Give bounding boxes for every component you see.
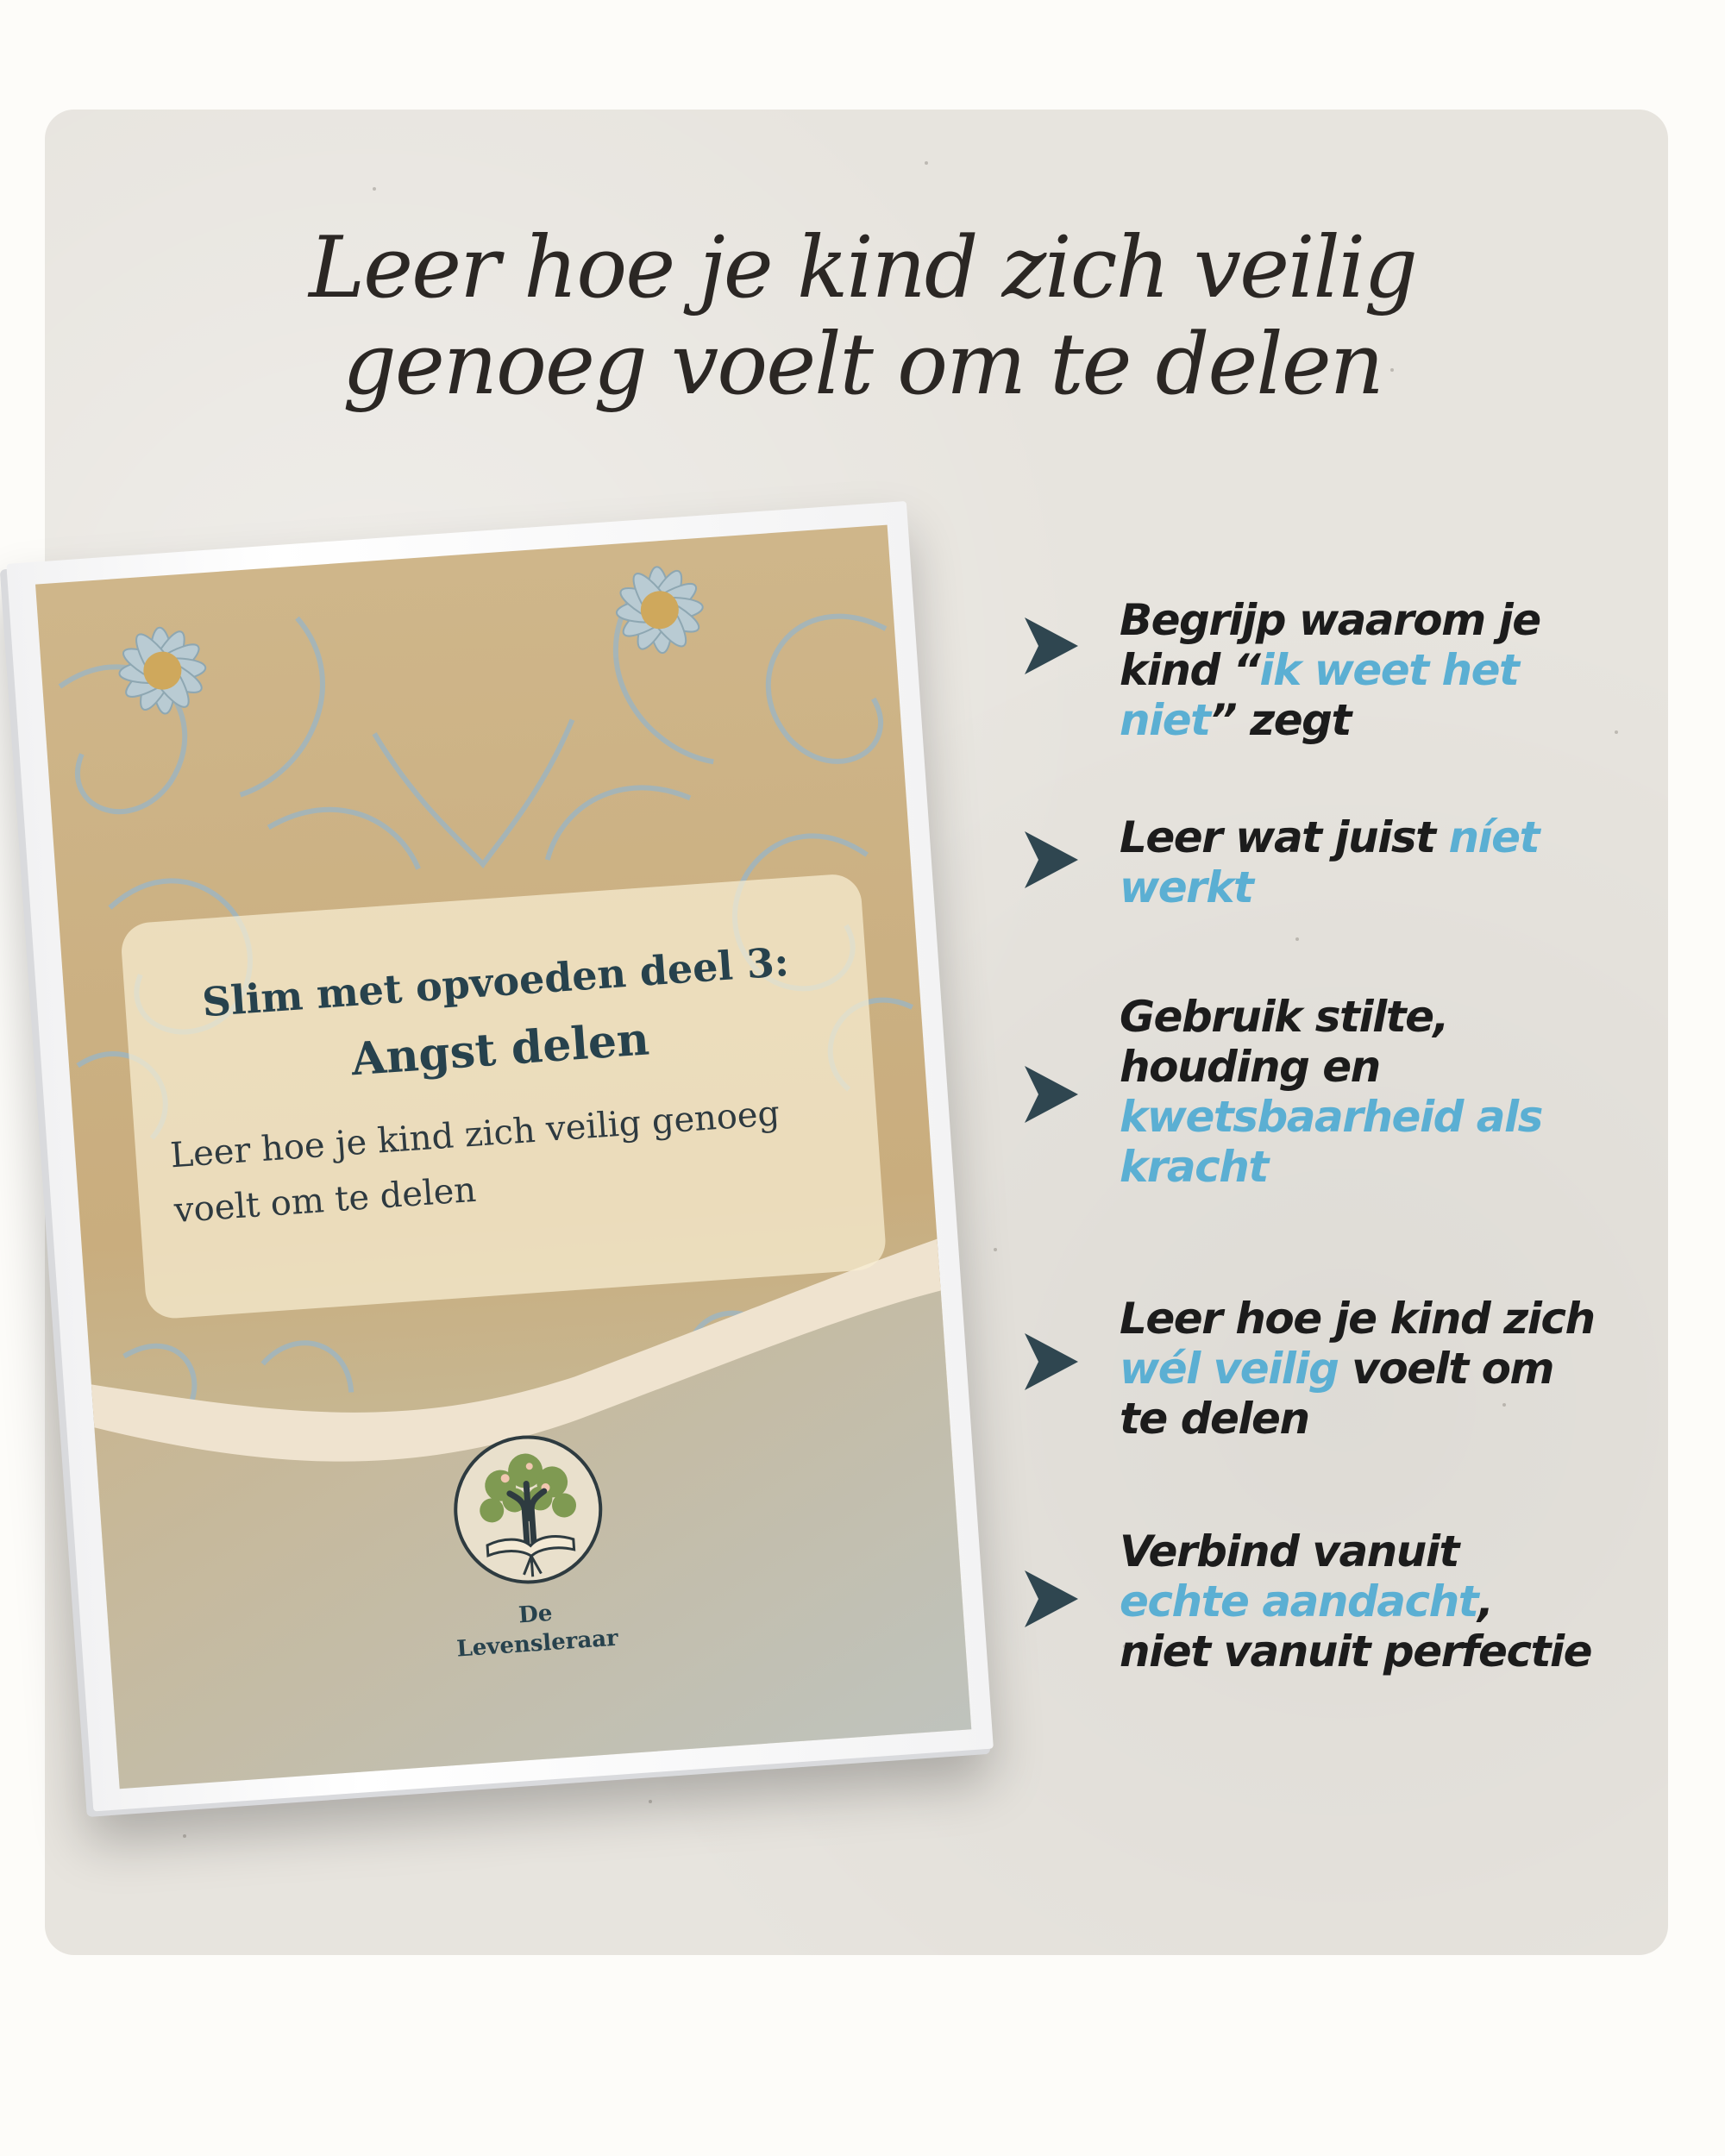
book-cover — [35, 525, 971, 1789]
chevron-right-icon — [1018, 826, 1085, 893]
benefit-5-line-3: niet vanuit perfectie — [1120, 1626, 1592, 1677]
page-headline — [0, 220, 1725, 413]
benefit-4-line-3: te delen — [1120, 1394, 1309, 1444]
benefit-3-line-1: Gebruik stilte, — [1120, 992, 1449, 1042]
cover-title-line-1: Slim met opvoeden deel 3: — [200, 937, 791, 1026]
chevron-right-icon — [1018, 1328, 1085, 1395]
benefit-3-line-2: houding en — [1120, 1042, 1380, 1092]
tree-book-logo-icon — [445, 1426, 611, 1592]
chevron-right-icon — [1018, 1565, 1085, 1633]
daisy-right-icon — [613, 564, 706, 656]
benefit-4-highlight: wél veilig — [1120, 1344, 1339, 1394]
benefit-5-line-1: Verbind vanuit — [1120, 1526, 1458, 1576]
benefit-1-line-1: Begrijp waarom je — [1120, 595, 1540, 645]
chevron-right-icon — [1018, 1061, 1085, 1128]
headline-line-1: Leer hoe je kind zich veilig — [309, 219, 1416, 317]
benefit-1-highlight: ik weet het — [1259, 645, 1519, 695]
benefit-3-highlight-2: kracht — [1120, 1142, 1268, 1192]
benefit-1-line-2a: kind “ — [1120, 645, 1260, 695]
cover-subtitle-line-1: Leer hoe je kind zich veilig genoeg — [169, 1094, 781, 1176]
benefit-5-highlight: echte aandacht — [1120, 1576, 1478, 1626]
benefit-1-highlight-2: niet — [1120, 695, 1210, 745]
benefit-4-line-1: Leer hoe je kind zich — [1120, 1294, 1595, 1344]
brand-name-line-2: Levensleraar — [455, 1625, 619, 1663]
benefit-3-highlight: kwetsbaarheid als — [1120, 1092, 1542, 1142]
benefit-5-line-2b: , — [1477, 1576, 1493, 1626]
benefit-2-highlight: níet — [1448, 812, 1539, 862]
daisy-left-icon — [116, 624, 209, 717]
benefit-2-line-1: Leer wat juist — [1120, 812, 1449, 862]
ebook-mockup — [0, 493, 1053, 1852]
benefit-1-line-3b: ” zegt — [1209, 695, 1351, 745]
headline-line-2: genoeg voelt om te delen — [342, 316, 1383, 414]
benefit-4-line-2b: voelt om — [1338, 1344, 1554, 1394]
chevron-right-icon — [1018, 612, 1085, 680]
benefit-2-highlight-2: werkt — [1120, 862, 1253, 912]
cover-subtitle-line-2: voelt om te delen — [172, 1169, 478, 1232]
brand-name-line-1: De — [518, 1600, 554, 1629]
cover-title-line-2: Angst delen — [349, 1012, 651, 1087]
